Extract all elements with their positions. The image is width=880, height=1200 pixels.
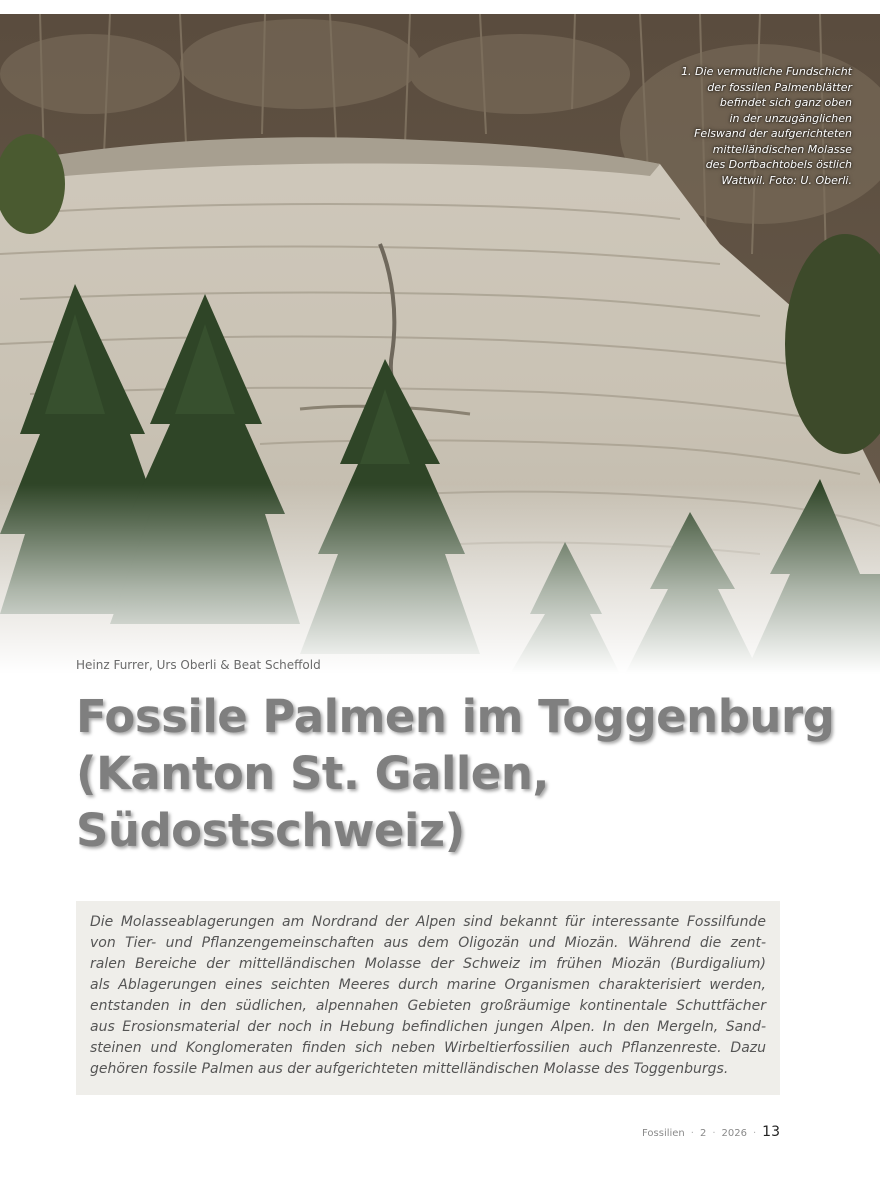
title-line: Fossile Palmen im Toggenburg — [76, 690, 835, 743]
issue-number: 2 — [699, 1128, 707, 1139]
abstract-line: entstanden in den südlichen, alpennahen Gebieten großräumige kontinentale Schuttfächer — [90, 998, 766, 1014]
abstract-line: ralen Bereiche der mittelländischen Molasse der Schweiz im frühen Miozän (Burdigalium) — [90, 956, 766, 972]
page-number: 13 — [762, 1124, 780, 1140]
footer-separator: · — [712, 1128, 716, 1139]
footer-separator: · — [752, 1128, 757, 1139]
abstract-line: Die Molasseablagerungen am Nordrand der Alpen sind bekannt für interessante Fossilfunde — [90, 914, 766, 930]
issue-year: 2026 — [721, 1128, 747, 1139]
abstract-line: gehören fossile Palmen aus der aufgerichteten mittelländischen Molasse des Toggenburgs. — [90, 1061, 729, 1077]
article-title — [76, 688, 836, 859]
article-authors: Heinz Furrer, Urs Oberli & Beat Scheffold — [76, 658, 321, 672]
abstract-text — [90, 912, 766, 1080]
article-abstract-box — [76, 901, 780, 1095]
title-line: (Kanton St. Gallen, — [76, 747, 549, 800]
page-footer — [642, 1124, 780, 1140]
photo-caption: 1. Die vermutliche Fundschicht der fossilen Palmenblätter befindet sich ganz oben in der unzugänglichen Felswand der aufgerichteten mittelländischen Molasse des Dorfbachtobels östlich Wattwil. Foto: U. Oberli. — [681, 65, 852, 187]
abstract-line: steinen und Konglomeraten finden sich neben Wirbeltierfossilien auch Pflanzenreste. Dazu — [90, 1040, 766, 1056]
footer-separator: · — [690, 1128, 694, 1139]
abstract-line: als Ablagerungen eines seichten Meeres durch marine Organismen charakterisiert werden, — [90, 977, 766, 993]
abstract-line: von Tier- und Pflanzengemeinschaften aus dem Oligozän und Miozän. Während die zent- — [90, 935, 766, 951]
journal-name: Fossilien — [642, 1128, 685, 1139]
cliff-photo — [0, 14, 880, 674]
title-line: Südostschweiz) — [76, 804, 465, 857]
abstract-line: aus Erosionsmaterial der noch in Hebung befindlichen jungen Alpen. In den Mergeln, Sand- — [90, 1019, 766, 1035]
